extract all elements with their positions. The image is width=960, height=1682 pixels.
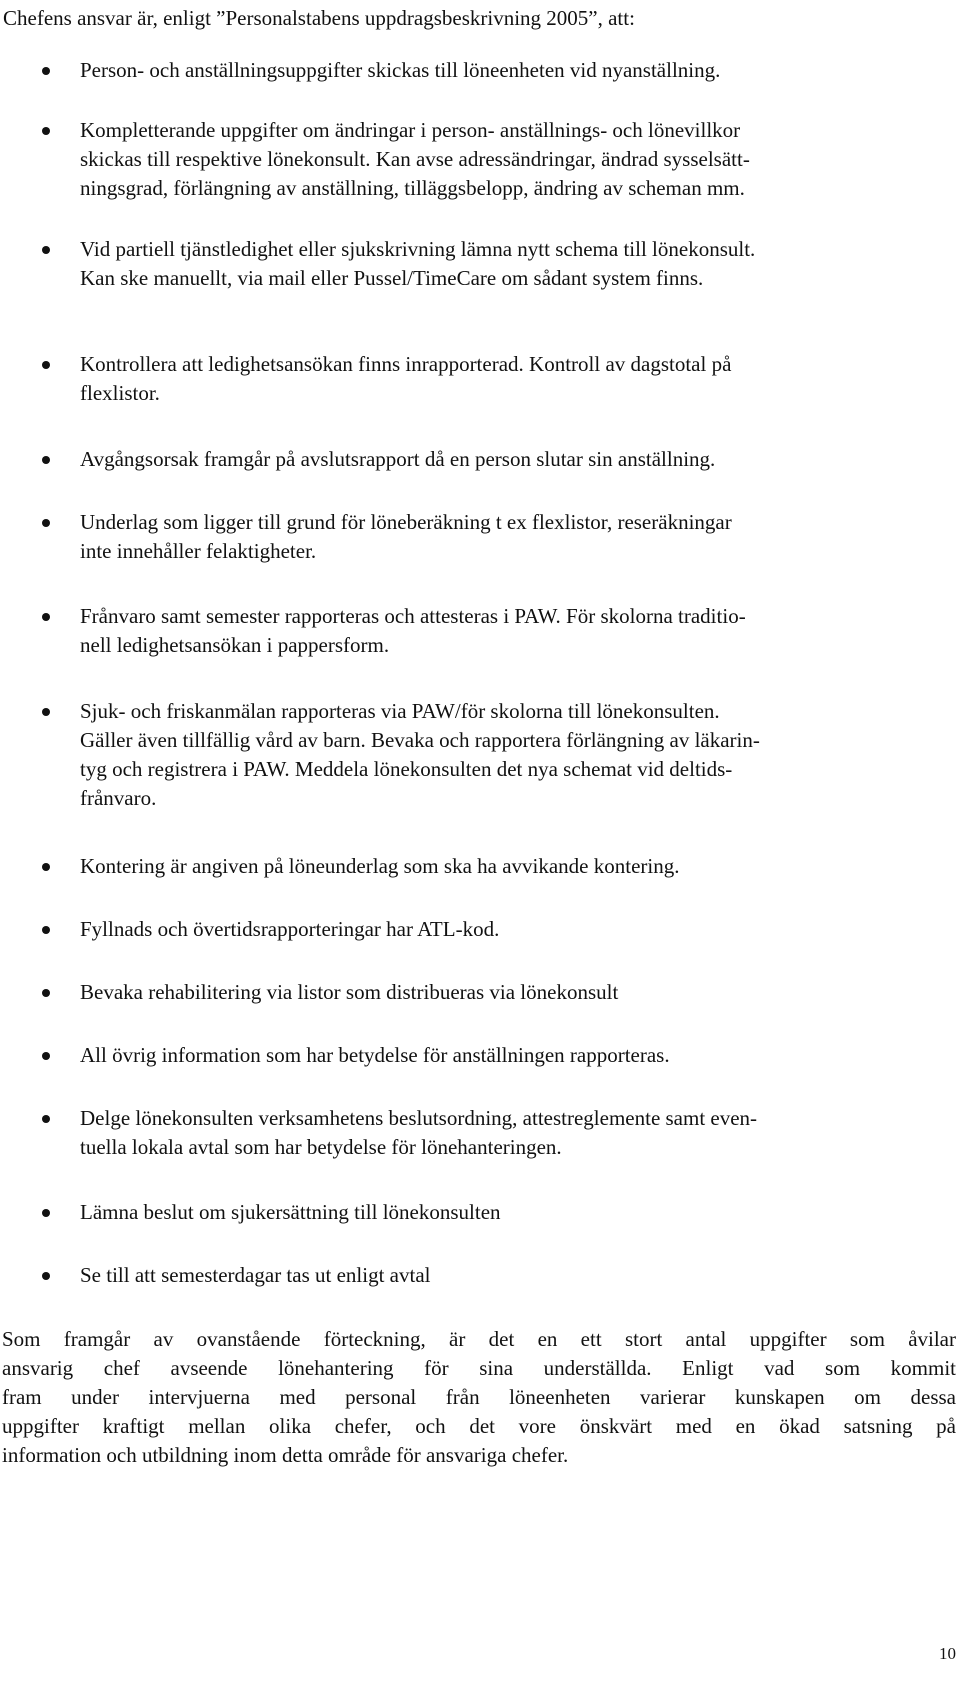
bullet-icon <box>42 456 50 464</box>
bullet-icon <box>42 1115 50 1123</box>
bullet-icon <box>42 1052 50 1060</box>
list-item-text: Kan ske manuellt, via mail eller Pussel/TimeCare om sådant system finns. <box>80 266 704 290</box>
list-item-text: tyg och registrera i PAW. Meddela lönekonsulten det nya schemat vid deltids- <box>80 757 733 781</box>
list-item-text: Vid partiell tjänstledighet eller sjukskrivning lämna nytt schema till lönekonsult. <box>80 237 756 261</box>
list-item-text: Kompletterande uppgifter om ändringar i person- anställnings- och lönevillkor <box>80 118 741 142</box>
summary-line: uppgifter kraftigt mellan olika chefer, och det vore önskvärt med en ökad satsning på <box>2 1414 956 1438</box>
list-item-text: ningsgrad, förlängning av anställning, tilläggsbelopp, ändring av scheman mm. <box>80 176 745 200</box>
list-item <box>80 350 936 408</box>
list-item-text: nell ledighetsansökan i pappersform. <box>80 633 390 657</box>
bullet-icon <box>42 519 50 527</box>
list-item <box>80 445 936 474</box>
list-item-text: Person- och anställningsuppgifter skickas till löneenheten vid nyanställning. <box>80 58 721 82</box>
list-item <box>80 1041 936 1070</box>
list-item-text: inte innehåller felaktigheter. <box>80 539 317 563</box>
summary-line: information och utbildning inom detta område för ansvariga chefer. <box>2 1443 569 1467</box>
bullet-icon <box>42 989 50 997</box>
bullet-icon <box>42 361 50 369</box>
bullet-icon <box>42 863 50 871</box>
list-item <box>80 852 936 881</box>
list-item <box>80 697 936 813</box>
list-item-text: Frånvaro samt semester rapporteras och attesteras i PAW. För skolorna traditio- <box>80 604 746 628</box>
bullet-icon <box>42 708 50 716</box>
list-item-text: Kontrollera att ledighetsansökan finns inrapporterad. Kontroll av dagstotal på <box>80 352 732 376</box>
summary-line: Som framgår av ovanstående förteckning, är det en ett stort antal uppgifter som åvilar <box>2 1327 956 1351</box>
bullet-icon <box>42 1272 50 1280</box>
list-item <box>80 602 936 660</box>
list-item-text: skickas till respektive lönekonsult. Kan avse adressändringar, ändrad sysselsätt- <box>80 147 750 171</box>
list-item <box>80 116 936 203</box>
bullet-icon <box>42 246 50 254</box>
list-item-text: frånvaro. <box>80 786 157 810</box>
list-item <box>80 915 936 944</box>
list-item-text: Gäller även tillfällig vård av barn. Bevaka och rapportera förlängning av läkarin- <box>80 728 760 752</box>
bullet-icon <box>42 613 50 621</box>
list-item-text: Underlag som ligger till grund för löneberäkning t ex flexlistor, reseräkningar <box>80 510 732 534</box>
summary-line: fram under intervjuerna med personal från löneenheten varierar kunskapen om dessa <box>2 1385 956 1409</box>
list-item <box>80 1198 936 1227</box>
bullet-icon <box>42 926 50 934</box>
bullet-icon <box>42 67 50 75</box>
list-item <box>80 235 936 293</box>
bullet-icon <box>42 127 50 135</box>
list-item-text: All övrig information som har betydelse för anställningen rapporteras. <box>80 1043 670 1067</box>
list-item <box>80 56 936 85</box>
list-item-text: flexlistor. <box>80 381 160 405</box>
list-item-text: tuella lokala avtal som har betydelse för lönehanteringen. <box>80 1135 562 1159</box>
list-item <box>80 1104 936 1162</box>
list-item <box>80 978 936 1007</box>
list-item-text: Avgångsorsak framgår på avslutsrapport då en person slutar sin anställning. <box>80 447 716 471</box>
list-item-text: Kontering är angiven på löneunderlag som ska ha avvikande kontering. <box>80 854 680 878</box>
list-item <box>80 1261 936 1290</box>
list-item-text: Bevaka rehabilitering via listor som distribueras via lönekonsult <box>80 980 619 1004</box>
page-number: 10 <box>939 1644 956 1663</box>
list-item-text: Lämna beslut om sjukersättning till lönekonsulten <box>80 1200 501 1224</box>
list-item <box>80 508 936 566</box>
list-item-text: Se till att semesterdagar tas ut enligt avtal <box>80 1263 431 1287</box>
bullet-icon <box>42 1209 50 1217</box>
list-item-text: Sjuk- och friskanmälan rapporteras via PAW/för skolorna till lönekonsulten. <box>80 699 720 723</box>
list-item-text: Fyllnads och övertidsrapporteringar har ATL-kod. <box>80 917 500 941</box>
summary-line: ansvarig chef avseende lönehantering för sina underställda. Enligt vad som kommit <box>2 1356 956 1380</box>
list-item-text: Delge lönekonsulten verksamhetens beslutsordning, attestreglemente samt even- <box>80 1106 758 1130</box>
intro-line: Chefens ansvar är, enligt ”Personalstabens uppdragsbeskrivning 2005”, att: <box>3 6 635 30</box>
summary-paragraph <box>2 1325 956 1470</box>
